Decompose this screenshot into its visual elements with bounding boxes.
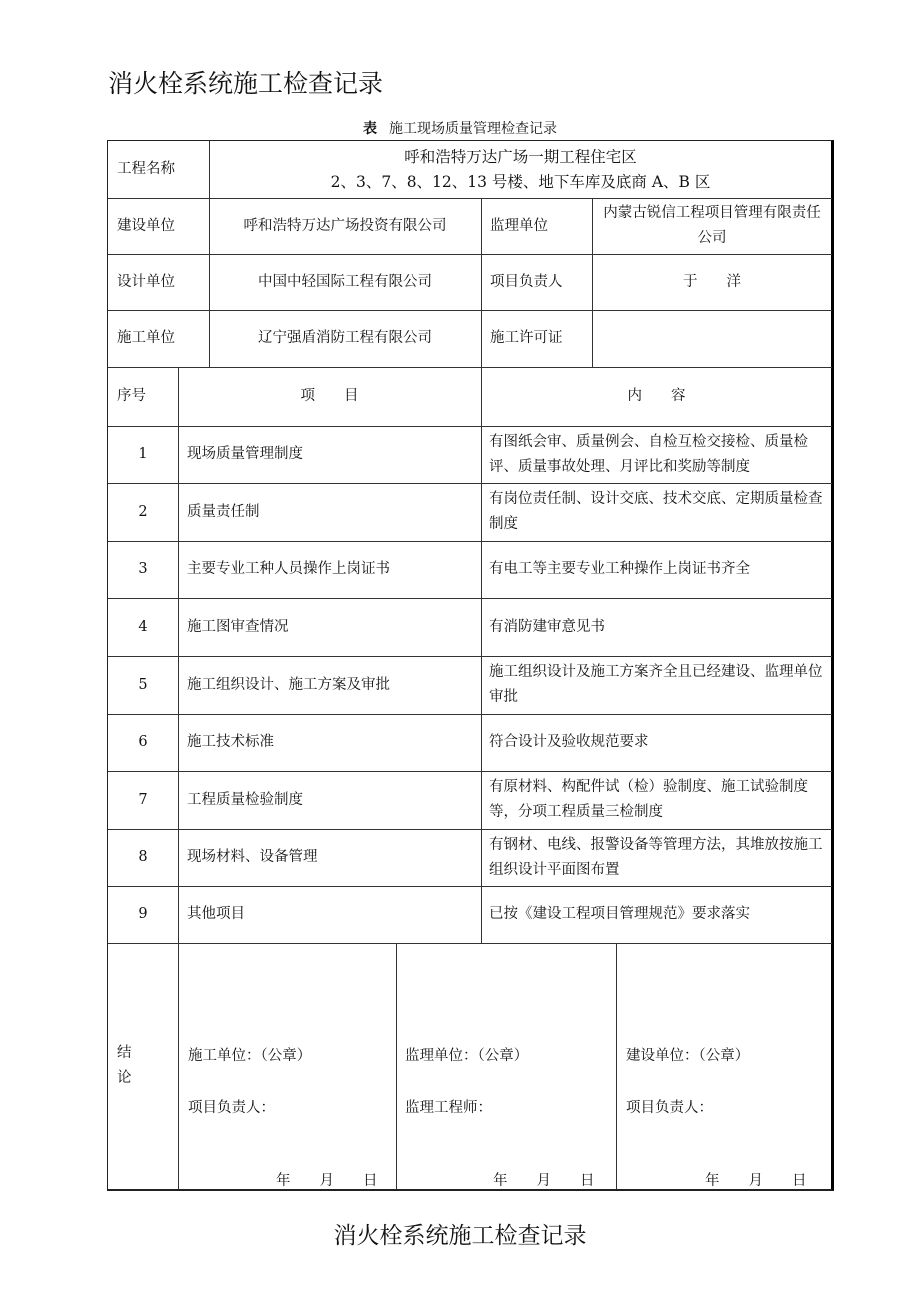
contractor-value: 辽宁强盾消防工程有限公司 — [258, 330, 432, 346]
caption-text: 施工现场质量管理检查记录 — [389, 121, 557, 137]
row-item: 施工组织设计、施工方案及审批 — [187, 676, 390, 693]
row-item: 质量责任制 — [187, 503, 260, 520]
table-caption — [0, 118, 920, 138]
row-item: 其他项目 — [187, 906, 245, 922]
row-item: 现场质量管理制度 — [187, 446, 303, 462]
row-seq: 3 — [138, 561, 148, 577]
caption-prefix: 表 — [363, 121, 377, 137]
supervisor-date: 年 月 日 — [493, 1173, 595, 1189]
row-seq: 6 — [138, 734, 148, 750]
quality-check-table — [107, 140, 834, 1191]
project-name-line1: 呼和浩特万达广场一期工程住宅区 — [404, 147, 637, 166]
owner-seal: 建设单位：（公章） — [626, 1048, 750, 1064]
project-name-value — [209, 141, 832, 198]
project-name-line2: 2、3、7、8、12、13 号楼、地下车库及底商 A、B 区 — [330, 172, 711, 191]
row-content: 有消防建审意见书 — [489, 618, 605, 635]
conclusion-label — [108, 943, 178, 1189]
designer-label: 设计单位 — [117, 273, 175, 290]
row-seq: 8 — [138, 849, 148, 865]
owner-date: 年 月 日 — [705, 1173, 807, 1189]
header-content: 内 容 — [627, 388, 686, 404]
project-name-label: 工程名称 — [117, 161, 175, 177]
permit-value — [592, 310, 832, 367]
row-content: 有图纸会审、质量例会、自检互检交接检、质量检评、质量事故处理、月评比和奖励等制度 — [489, 433, 808, 475]
col-divider — [396, 943, 397, 1189]
contractor-manager: 项目负责人： — [188, 1100, 275, 1116]
designer-value: 中国中轻国际工程有限公司 — [258, 273, 432, 290]
supervisor-label: 监理单位 — [490, 217, 548, 234]
row-item: 施工技术标准 — [187, 734, 274, 750]
owner-manager: 项目负责人： — [626, 1100, 713, 1116]
row-item: 施工图审查情况 — [187, 618, 289, 635]
document-title: 消火栓系统施工检查记录 — [108, 69, 384, 98]
supervisor-value: 内蒙古锐信工程项目管理有限责任公司 — [603, 205, 821, 246]
row-seq: 7 — [138, 791, 148, 808]
supervisor-seal: 监理单位：（公章） — [405, 1048, 529, 1064]
row-item: 主要专业工种人员操作上岗证书 — [187, 561, 390, 577]
row-seq: 1 — [138, 446, 148, 462]
supervisor-engineer: 监理工程师： — [405, 1100, 492, 1116]
contractor-label: 施工单位 — [117, 330, 175, 346]
manager-label: 项目负责人 — [490, 273, 563, 290]
row-content: 有岗位责任制、设计交底、技术交底、定期质量检查制度 — [489, 491, 823, 532]
row-content: 有原材料、构配件试（检）验制度、施工试验制度等，分项工程质量三检制度 — [489, 779, 808, 820]
manager-value: 于 洋 — [683, 273, 741, 290]
row-item: 现场材料、设备管理 — [187, 849, 318, 865]
conclusion-label-line2: 论 — [117, 1070, 132, 1086]
col-divider — [616, 943, 617, 1189]
row-seq: 9 — [138, 906, 148, 922]
owner-label: 建设单位 — [117, 217, 175, 234]
contractor-seal: 施工单位：（公章） — [188, 1048, 312, 1064]
row-seq: 2 — [138, 503, 148, 520]
row-divider — [108, 943, 832, 944]
header-item: 项 目 — [300, 388, 359, 404]
conclusion-label-line1: 结 — [117, 1045, 132, 1061]
footer-title: 消火栓系统施工检查记录 — [333, 1223, 587, 1249]
permit-label: 施工许可证 — [490, 330, 563, 346]
header-seq: 序号 — [117, 388, 146, 404]
row-content: 施工组织设计及施工方案齐全且已经建设、监理单位审批 — [489, 664, 823, 705]
contractor-date: 年 月 日 — [276, 1173, 378, 1189]
row-seq: 4 — [138, 618, 148, 635]
row-content: 符合设计及验收规范要求 — [489, 734, 649, 750]
row-content: 已按《建设工程项目管理规范》要求落实 — [489, 906, 750, 922]
row-item: 工程质量检验制度 — [187, 791, 303, 808]
owner-value: 呼和浩特万达广场投资有限公司 — [243, 217, 447, 234]
row-content: 有钢材、电线、报警设备等管理方法，其堆放按施工组织设计平面图布置 — [489, 836, 823, 878]
row-seq: 5 — [138, 676, 148, 693]
row-content: 有电工等主要专业工种操作上岗证书齐全 — [489, 561, 750, 577]
